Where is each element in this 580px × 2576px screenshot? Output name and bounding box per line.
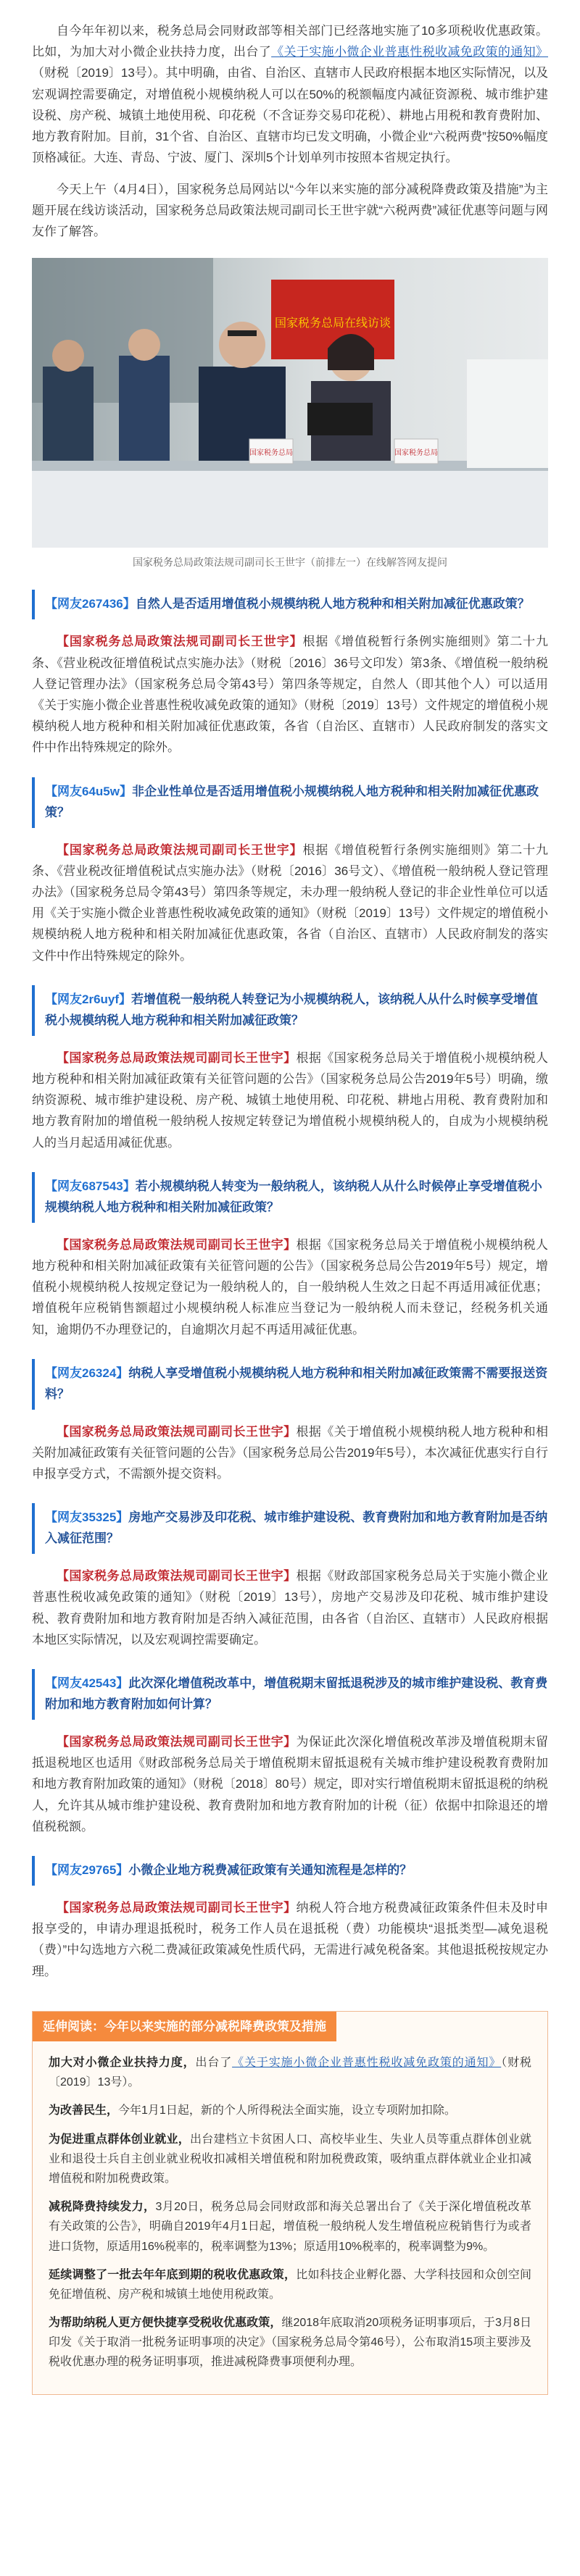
item-lead: 延续调整了一批去年年底到期的税收优惠政策，: [49, 2268, 297, 2281]
item-lead: 为帮助纳税人更方便快捷享受税收优惠政策，: [49, 2317, 282, 2330]
answer-speaker: 【国家税务总局政策法规司副司长王世宇】: [57, 1050, 297, 1065]
item-text: 比如科技企业孵化器、大学科技园和众创空间免征增值税、房产税和城镇土地使用税政策。: [49, 2268, 531, 2301]
qa-item: [32, 590, 548, 758]
answer: [32, 1234, 548, 1340]
answer: [32, 631, 548, 758]
qa-item: [32, 777, 548, 966]
question: [32, 590, 548, 619]
intro-text: 自今年年初以来，税务总局会同财政部等相关部门已经落地实施了10多项税收优惠政策。比如，为加大对小微企业扶持力度，出台了: [32, 24, 548, 59]
answer-speaker: 【国家税务总局政策法规司副司长王世宇】: [57, 1569, 297, 1584]
question: [32, 985, 548, 1036]
answer-speaker: 【国家税务总局政策法规司副司长王世宇】: [57, 1237, 297, 1252]
question: [32, 1856, 548, 1886]
question-asker: 【网友26324】: [45, 1366, 129, 1380]
item-lead: 为促进重点群体创业就业，: [49, 2133, 190, 2146]
question-asker: 【网友42543】: [45, 1676, 129, 1691]
item-text: 3月20日，税务总局会同财政部和海关总署出台了《关于深化增值税改革有关政策的公告》，明确自2019年4月1日起，增值税一般纳税人发生增值税应税销售行为或者进口货物，原适用16%税率的，税率调整为13%；原适用10%税率的，税率调整为9%。: [49, 2201, 531, 2253]
policy-notice-link[interactable]: 《关于实施小微企业普惠性税收减免政策的通知》: [271, 45, 548, 59]
item-link[interactable]: 《关于实施小微企业普惠性税收减免政策的通知》: [232, 2057, 502, 2070]
answer: [32, 840, 548, 966]
intro-paragraph-2: 今天上午（4月4日），国家税务总局网站以“今年以来实施的部分减税降费政策及措施”为主题开展在线访谈活动，国家税务总局政策法规司副司长王世宇就“六税两费”减征优惠等问题与网友作了解答。: [32, 182, 548, 239]
answer-text: 根据《关于增值税小规模纳税人地方税种和相关附加减征政策有关征管问题的公告》（国家税务总局公告2019年5号），本次减征优惠实行自行申报享受方式，不需额外提交资料。: [32, 1424, 548, 1481]
answer-speaker: 【国家税务总局政策法规司副司长王世宇】: [57, 1900, 297, 1915]
question-asker: 【网友687543】: [45, 1179, 136, 1193]
answer-text: 根据《国家税务总局关于增值税小规模纳税人地方税种和相关附加减征政策有关征管问题的公告》（国家税务总局公告2019年5号）规定，增值税小规模纳税人按规定登记为一般纳税人的，自一般纳税人生效之日起不再适用减征优惠；增值税年应税销售额超过小规模纳税人标准应当登记为一般纳税人而未登记，经税务机关通知，逾期仍不办理登记的，自逾期次月起不再适用减征优惠。: [32, 1237, 548, 1337]
question: [32, 1503, 548, 1554]
qa-item: [32, 1503, 548, 1650]
question-text: 小微企业地方税费减征政策有关通知流程是怎样的？: [128, 1862, 413, 1877]
question-text: 若增值税一般纳税人转登记为小规模纳税人，该纳税人从什么时候享受增值税小规模纳税人地方税种和相关附加减征政策？: [45, 992, 539, 1027]
question: [32, 1172, 548, 1223]
extended-reading-item: [49, 2197, 531, 2257]
answer: [32, 1897, 548, 1982]
answer: [32, 1731, 548, 1837]
answer: [32, 1565, 548, 1650]
extended-reading-body: [33, 2046, 547, 2394]
extended-reading-title: 延伸阅读：今年以来实施的部分减税降费政策及措施: [33, 2012, 336, 2041]
question-text: 房地产交易涉及印花税、城市维护建设税、教育费附加和地方教育附加是否纳入减征范围？: [45, 1510, 548, 1546]
question: [32, 1669, 548, 1720]
extended-reading-item: [49, 2313, 531, 2372]
item-lead: 减税降费持续发力，: [49, 2201, 156, 2214]
photo-caption: 国家税务总局政策法规司副司长王世宇（前排左一）在线解答网友提问: [133, 556, 447, 569]
question-asker: 【网友267436】: [45, 597, 136, 611]
answer-speaker: 【国家税务总局政策法规司副司长王世宇】: [57, 842, 303, 857]
interview-photo: [32, 258, 548, 548]
question-asker: 【网友64u5w】: [45, 784, 132, 798]
question: [32, 1359, 548, 1410]
answer-text: 根据《增值税暂行条例实施细则》第二十九条、《营业税改征增值税试点实施办法》（财税〔2016〕36号文）、《增值税一般纳税人登记管理办法》（国家税务总局令第43号）第四条等规定，未办理一般纳税人登记的非企业性单位可以适用《关于实施小微企业普惠性税收减免政策的通知》（财税〔2019〕13号）文件规定的增值税小规模纳税人地方税种和相关附加减征优惠政策，各省（自治区、直辖市）人民政府制发的落实文件中作出特殊规定的除外。: [32, 842, 549, 963]
extended-reading-item: [49, 2101, 531, 2120]
item-text: 今年1月1日起，新的个人所得税法全面实施，设立专项附加扣除。: [118, 2104, 456, 2117]
extended-reading-item: [49, 2265, 531, 2304]
qa-item: [32, 1172, 548, 1340]
item-text: 出台建档立卡贫困人口、高校毕业生、失业人员等重点群体创业就业和退役士兵自主创业就业税收扣减相关增值税和附加税费政策，吸纳重点群体就业企业扣减增值税和附加税费政策。: [49, 2133, 531, 2185]
qa-list: [32, 590, 548, 1981]
answer: [32, 1047, 548, 1153]
item-lead: 加大对小微企业扶持力度，: [49, 2057, 196, 2070]
answer-text: 为保证此次深化增值税改革涉及增值税期末留抵退税地区也适用《财政部税务总局关于增值税期末留抵退税有关城市维护建设税教育费附加和地方教育附加政策的通知》（财税〔2018〕80号）规定，即对实行增值税期末留抵退税的纳税人，允许其从城市维护建设税、教育费附加和地方教育附加的计税（征）依据中扣除退还的增值税税额。: [32, 1734, 548, 1833]
answer-speaker: 【国家税务总局政策法规司副司长王世宇】: [57, 1734, 297, 1749]
item-text-after: （财税〔2019〕13号）。: [49, 2057, 531, 2089]
intro-paragraph-1: [32, 20, 548, 169]
answer-text: 根据《增值税暂行条例实施细则》第二十九条、《营业税改征增值税试点实施办法》（财税〔2016〕36号文印发）第3条、《增值税一般纳税人登记管理办法》（国家税务总局令第43号）第四条等规定，自然人（即其他个人）可以适用《关于实施小微企业普惠性税收减免政策的通知》（财税〔2019〕13号）文件规定的增值税小规模纳税人地方税种和相关附加减征优惠政策，各省（自治区、直辖市）人民政府制发的落实文件中作出特殊规定的除外。: [32, 635, 549, 755]
qa-item: [32, 985, 548, 1153]
qa-item: [32, 1359, 548, 1484]
question-text: 自然人是否适用增值税小规模纳税人地方税种和相关附加减征优惠政策？: [135, 597, 530, 611]
answer-text: 根据《国家税务总局关于增值税小规模纳税人地方税种和相关附加减征政策有关征管问题的公告》（国家税务总局公告2019年5号）明确，缴纳资源税、城市维护建设税、房产税、城镇土地使用税、印花税、耕地占用税、教育费附加和地方教育附加的增值税一般纳税人按规定转登记为增值税小规模纳税人的，自成为小规模纳税人的当月起适用减征优惠。: [32, 1050, 548, 1150]
question-text: 此次深化增值税改革中，增值税期末留抵退税涉及的城市维护建设税、教育费附加和地方教育附加如何计算？: [45, 1676, 548, 1711]
item-lead: 为改善民生，: [49, 2104, 119, 2117]
answer-text: 纳税人符合地方税费减征政策条件但未及时申报享受的，申请办理退抵税时，税务工作人员在退抵税（费）功能模块“退抵类型—减免退税（费）”中勾选地方六税二费减征政策减免性质代码，无需进行减免税备案。其他退抵税按规定办理。: [32, 1900, 548, 1978]
answer-speaker: 【国家税务总局政策法规司副司长王世宇】: [57, 635, 303, 649]
question-asker: 【网友35325】: [45, 1510, 129, 1525]
interview-photo-illustration: [32, 258, 548, 548]
extended-reading-item: [49, 2130, 531, 2189]
extended-reading-box: [32, 2011, 548, 2395]
answer-text: 根据《财政部国家税务总局关于实施小微企业普惠性税收减免政策的通知》（财税〔2019〕13号），房地产交易涉及印花税、城市维护建设税、教育费附加和地方教育附加是否纳入减征范围，由各省（自治区、直辖市）人民政府根据本地区实际情况，以及宏观调控需要确定。: [32, 1569, 548, 1647]
question-asker: 【网友29765】: [45, 1862, 129, 1877]
item-text: 继2018年底取消20项税务证明事项后，于3月8日印发《关于取消一批税务证明事项的决定》（国家税务总局令第46号），公布取消15项主要涉及税收优惠办理的税务证明事项，推进减税降费事项便利办理。: [49, 2317, 531, 2369]
question-text: 纳税人享受增值税小规模纳税人地方税种和相关附加减征政策需不需要报送资料？: [45, 1366, 548, 1401]
nameplate-right-text: 国家税务总局: [394, 449, 438, 458]
nameplate-left-text: 国家税务总局: [249, 449, 293, 458]
extended-reading-item: [49, 2053, 531, 2092]
qa-item: [32, 1856, 548, 1982]
qa-item: [32, 1669, 548, 1837]
question-text: 非企业性单位是否适用增值税小规模纳税人地方税种和相关附加减征优惠政策？: [45, 784, 539, 819]
question: [32, 777, 548, 828]
photo-banner-text: 国家税务总局在线访谈: [274, 316, 392, 330]
question-asker: 【网友2r6uyf】: [45, 992, 132, 1006]
question-text: 若小规模纳税人转变为一般纳税人，该纳税人从什么时候停止享受增值税小规模纳税人地方税种和相关附加减征政策？: [45, 1179, 542, 1214]
intro-text-continued: （财税〔2019〕13号）。其中明确，由省、自治区、直辖市人民政府根据本地区实际情况，以及宏观调控需要确定，对增值税小规模纳税人可以在50%的税额幅度内减征资源税、城市维护建设税、房产税、城镇土地使用税、印花税（不含证券交易印花税）、耕地占用税和教育费附加、地方教育附加。目前，31个省、自治区、直辖市均已发文明确，小微企业“六税两费”按50%幅度顶格减征。大连、青岛、宁波、厦门、深圳5个计划单列市按照本省规定执行。: [32, 66, 548, 165]
item-text: 出台了: [195, 2057, 233, 2070]
answer-speaker: 【国家税务总局政策法规司副司长王世宇】: [57, 1424, 297, 1439]
answer: [32, 1421, 548, 1485]
